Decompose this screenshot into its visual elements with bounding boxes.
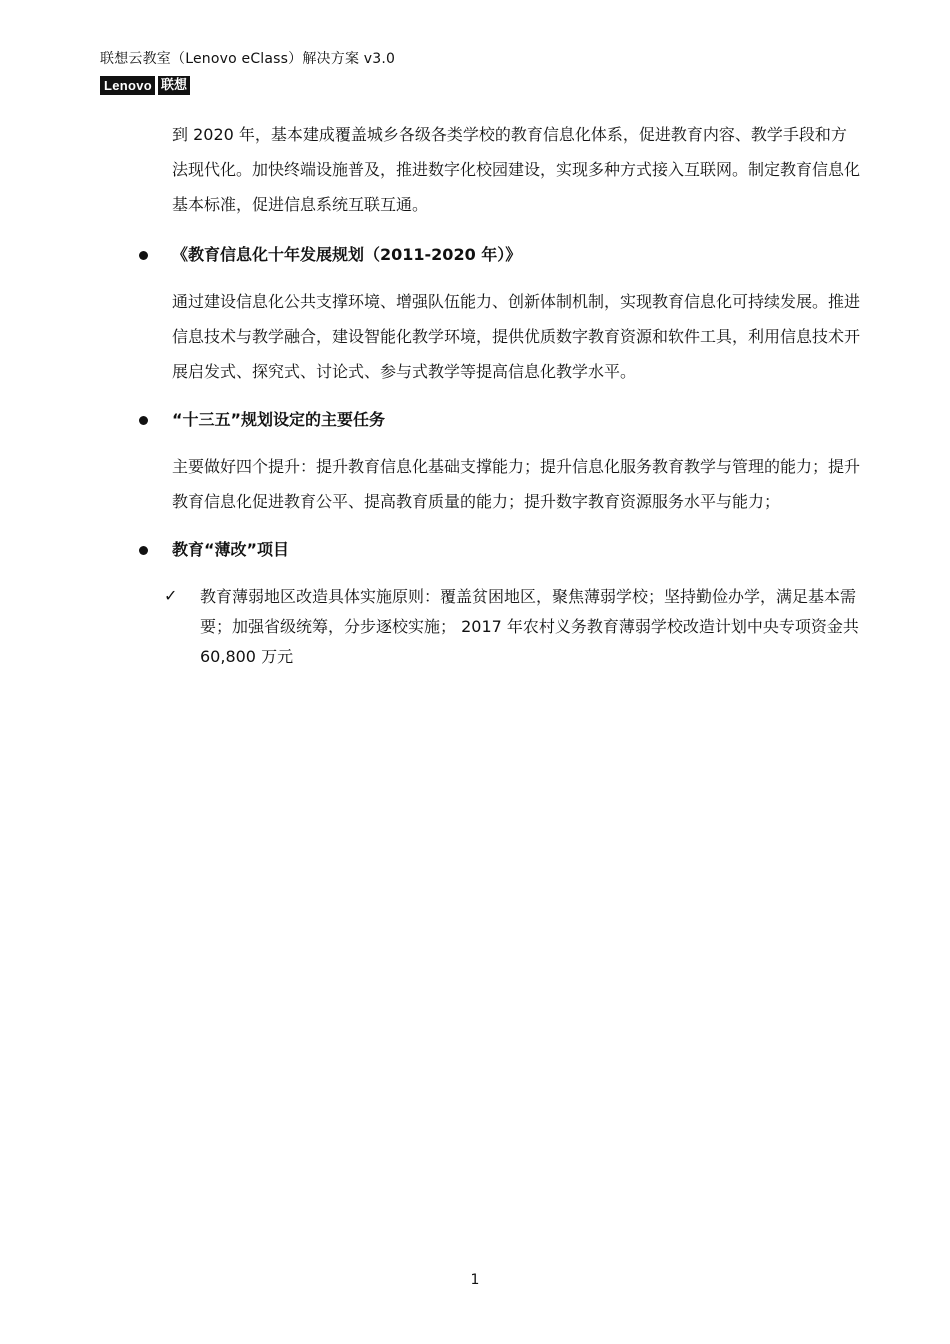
logo-text-cn: 联想 xyxy=(158,76,190,95)
section-body-13th-five-year: 主要做好四个提升：提升教育信息化基础支撑能力；提升信息化服务教育教学与管理的能力；提升教育信息化促进教育公平、提高教育质量的能力；提升数字教育资源服务水平与能力； xyxy=(172,457,861,511)
bullet-dot-icon xyxy=(139,416,148,425)
checkmark-icon: ✓ xyxy=(164,586,178,605)
logo-text-en: Lenovo xyxy=(100,76,155,95)
intro-paragraph: 到 2020 年，基本建成覆盖城乡各级各类学校的教育信息化体系，促进教育内容、教学手段和方法现代化。加快终端设施普及，推进数字化校园建设，实现多种方式接入互联网。制定教育信息化基本标准，促进信息系统互联互通。 xyxy=(172,125,861,214)
document-title: 联想云教室（Lenovo eClass）解决方案 v3.0 xyxy=(100,51,396,67)
bullet-dot-icon xyxy=(139,546,148,555)
section-heading-bogai: 教育“薄改”项目 xyxy=(172,540,290,559)
section-heading-plan: 《教育信息化十年发展规划（2011-2020 年）》 xyxy=(172,245,522,264)
lenovo-logo xyxy=(100,76,190,95)
section-body-plan: 通过建设信息化公共支撑环境、增强队伍能力、创新体制机制，实现教育信息化可持续发展。推进信息技术与教学融合，建设智能化教学环境，提供优质数字教育资源和软件工具，利用信息技术开展启发式、探究式、讨论式、参与式教学等提高信息化教学水平。 xyxy=(172,292,861,381)
section-heading-13th-five-year: “十三五”规划设定的主要任务 xyxy=(172,410,386,429)
checklist-item: 教育薄弱地区改造具体实施原则：覆盖贫困地区，聚焦薄弱学校；坚持勤俭办学，满足基本需要；加强省级统筹，分步逐校实施； 2017 年农村义务教育薄弱学校改造计划中央专项资金共 60,800 万元 xyxy=(200,587,859,666)
bullet-dot-icon xyxy=(139,251,148,260)
page-number: 1 xyxy=(470,1272,480,1288)
